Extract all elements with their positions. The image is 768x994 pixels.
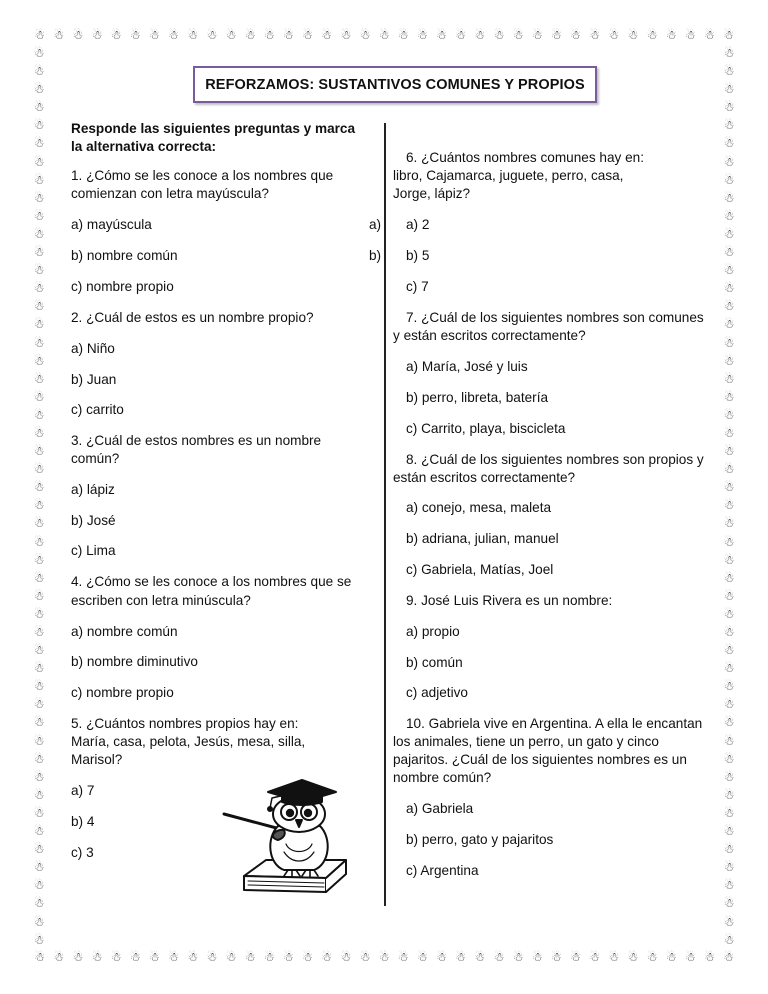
question-text: 4. ¿Cómo se les conoce a los nombres que se	[71, 574, 352, 589]
question-text: 7. ¿Cuál de los siguientes nombres son comunes	[406, 310, 704, 325]
stick-figure-icon: ☃	[225, 950, 237, 964]
stick-figure-icon: ☃	[570, 950, 581, 964]
option-a: a) mayúscula	[71, 217, 152, 232]
stick-figure-icon: ☃	[723, 914, 735, 929]
option-b: b) 5	[406, 248, 430, 263]
stick-figure-icon: ☃	[33, 425, 45, 440]
question-text: escriben con letra minúscula?	[71, 593, 251, 608]
stick-figure-icon: ☃	[531, 950, 543, 964]
stick-figure-icon: ☃	[340, 28, 352, 42]
stick-figure-icon: ☃	[723, 625, 735, 639]
stick-figure-icon: ☃	[589, 28, 601, 42]
stick-figure-icon: ☃	[455, 28, 467, 42]
option-a: a) propio	[406, 624, 460, 639]
stick-figure-icon: ☃	[33, 697, 45, 712]
stick-figure-icon: ☃	[627, 28, 639, 42]
stick-figure-icon: ☃	[33, 281, 45, 296]
stick-figure-icon: ☃	[531, 28, 543, 42]
stick-figure-icon: ☃	[723, 769, 735, 784]
stray-mark-a: a)	[369, 217, 382, 232]
option-b: b) adriana, julian, manuel	[406, 531, 559, 546]
stick-figure-icon: ☃	[493, 28, 505, 42]
stick-figure-icon: ☃	[684, 950, 696, 964]
stick-figure-icon: ☃	[321, 28, 333, 42]
stick-figure-icon: ☃	[723, 588, 735, 603]
stick-figure-icon: ☃	[206, 28, 218, 42]
stick-figure-icon: ☃	[417, 28, 428, 42]
stick-figure-icon: ☃	[723, 824, 735, 839]
stick-figure-icon: ☃	[627, 950, 639, 964]
owl-graduate-icon	[222, 774, 362, 902]
stick-figure-icon: ☃	[33, 534, 45, 549]
stick-figure-icon: ☃	[34, 950, 45, 964]
stick-figure-icon: ☃	[225, 28, 237, 42]
stick-figure-icon: ☃	[53, 950, 65, 964]
stick-figure-icon: ☃	[723, 950, 735, 964]
question-text: 6. ¿Cuántos nombres comunes hay en:	[406, 150, 645, 165]
instructions-line-1: Responde las siguientes preguntas y marca	[71, 121, 356, 136]
option-a: a) Gabriela	[406, 801, 474, 816]
stick-figure-icon: ☃	[723, 64, 735, 79]
stick-figure-icon: ☃	[129, 28, 141, 42]
stick-figure-icon: ☃	[723, 208, 735, 223]
stick-figure-icon: ☃	[723, 28, 735, 42]
stick-figure-icon: ☃	[455, 950, 467, 964]
stick-figure-icon: ☃	[91, 950, 103, 964]
stick-figure-icon: ☃	[723, 751, 735, 766]
stick-figure-icon: ☃	[33, 932, 45, 947]
stick-figure-icon: ☃	[723, 733, 735, 748]
stick-figure-icon: ☃	[608, 28, 620, 42]
stick-figure-icon: ☃	[33, 118, 45, 133]
stick-figure-icon: ☃	[723, 534, 735, 549]
stick-figure-icon: ☃	[33, 842, 45, 857]
stick-figure-icon: ☃	[129, 950, 141, 964]
stick-figure-icon: ☃	[512, 28, 524, 42]
stick-figure-icon: ☃	[378, 950, 390, 964]
question-text: 8. ¿Cuál de los siguientes nombres son propios y	[406, 452, 704, 467]
question-text: 5. ¿Cuántos nombres propios hay en:	[71, 716, 299, 731]
option-b: b) 4	[71, 814, 95, 829]
stick-figure-icon: ☃	[493, 950, 505, 964]
stick-figure-icon: ☃	[723, 100, 735, 115]
stick-figure-icon: ☃	[723, 552, 735, 567]
stick-figure-icon: ☃	[33, 172, 45, 187]
option-a: a) 2	[406, 217, 430, 232]
stick-figure-icon: ☃	[33, 588, 45, 603]
stick-figure-icon: ☃	[33, 82, 45, 97]
option-b: b) José	[71, 513, 116, 528]
stick-figure-icon: ☃	[378, 28, 390, 42]
question-text: nombre común?	[393, 770, 492, 785]
stick-figure-icon: ☃	[91, 28, 103, 42]
stick-figure-icon: ☃	[723, 480, 735, 495]
stick-figure-icon: ☃	[723, 46, 735, 60]
border-right	[720, 44, 738, 948]
stick-figure-icon: ☃	[263, 28, 275, 42]
stick-figure-icon: ☃	[723, 353, 735, 368]
stick-figure-icon: ☃	[723, 371, 735, 386]
question-text: 1. ¿Cómo se les conoce a los nombres que	[71, 168, 334, 183]
stick-figure-icon: ☃	[33, 733, 45, 748]
stick-figure-icon: ☃	[33, 407, 45, 422]
stick-figure-icon: ☃	[723, 860, 735, 875]
stick-figure-icon: ☃	[33, 625, 45, 639]
stick-figure-icon: ☃	[33, 769, 45, 784]
option-b: b) perro, libreta, batería	[406, 390, 549, 405]
stick-figure-icon: ☃	[33, 263, 45, 278]
stick-figure-icon: ☃	[646, 28, 658, 42]
stick-figure-icon: ☃	[110, 28, 122, 42]
stick-figure-icon: ☃	[723, 172, 735, 187]
stick-figure-icon: ☃	[436, 950, 447, 964]
stick-figure-icon: ☃	[723, 570, 735, 585]
stick-figure-icon: ☃	[33, 715, 45, 730]
stick-figure-icon: ☃	[723, 697, 735, 712]
stick-figure-icon: ☃	[665, 950, 677, 964]
stick-figure-icon: ☃	[168, 950, 179, 964]
stick-figure-icon: ☃	[723, 281, 735, 296]
stick-figure-icon: ☃	[723, 389, 735, 404]
stick-figure-icon: ☃	[359, 950, 371, 964]
stick-figure-icon: ☃	[33, 136, 45, 151]
stick-figure-icon: ☃	[283, 950, 294, 964]
stick-figure-icon: ☃	[33, 371, 45, 386]
option-c: c) adjetivo	[406, 685, 468, 700]
stick-figure-icon: ☃	[704, 950, 715, 964]
stick-figure-icon: ☃	[723, 245, 735, 260]
stick-figure-icon: ☃	[608, 950, 620, 964]
option-c: c) Carrito, playa, biscicleta	[406, 421, 566, 436]
question-text: 10. Gabriela vive en Argentina. A ella le encantan	[406, 716, 703, 731]
option-c: c) Gabriela, Matías, Joel	[406, 562, 554, 577]
stick-figure-icon: ☃	[397, 28, 409, 42]
option-a: a) nombre común	[71, 624, 178, 639]
stick-figure-icon: ☃	[340, 950, 352, 964]
stick-figure-icon: ☃	[723, 444, 735, 459]
question-text: los animales, tiene un perro, un gato y cinco	[393, 734, 659, 749]
question-text: Jorge, lápiz?	[393, 186, 471, 201]
stick-figure-icon: ☃	[417, 950, 428, 964]
stick-figure-icon: ☃	[33, 896, 45, 911]
stick-figure-icon: ☃	[33, 190, 45, 205]
stick-figure-icon: ☃	[723, 136, 735, 151]
stick-figure-icon: ☃	[283, 28, 294, 42]
question-text: y están escritos correctamente?	[393, 328, 586, 343]
stick-figure-icon: ☃	[168, 28, 179, 42]
stick-figure-icon: ☃	[723, 679, 735, 694]
option-c: c) 7	[406, 279, 429, 294]
stick-figure-icon: ☃	[723, 498, 735, 513]
question-text: 9. José Luis Rivera es un nombre:	[406, 593, 613, 608]
question-text: 2. ¿Cuál de estos es un nombre propio?	[71, 310, 314, 325]
stick-figure-icon: ☃	[187, 950, 199, 964]
stick-figure-icon: ☃	[206, 950, 218, 964]
stick-figure-icon: ☃	[646, 950, 658, 964]
stick-figure-icon: ☃	[359, 28, 371, 42]
stick-figure-icon: ☃	[33, 606, 45, 621]
stick-figure-icon: ☃	[33, 64, 45, 79]
stick-figure-icon: ☃	[723, 82, 735, 97]
stick-figure-icon: ☃	[723, 787, 735, 802]
stick-figure-icon: ☃	[33, 824, 45, 839]
stick-figure-icon: ☃	[33, 643, 45, 658]
option-a: a) María, José y luis	[406, 359, 528, 374]
column-divider	[384, 123, 386, 906]
stick-figure-icon: ☃	[110, 950, 122, 964]
stick-figure-icon: ☃	[684, 28, 696, 42]
stick-figure-icon: ☃	[149, 950, 160, 964]
stick-figure-icon: ☃	[33, 516, 45, 531]
stick-figure-icon: ☃	[302, 28, 313, 42]
stick-figure-icon: ☃	[33, 245, 45, 260]
option-b: b) nombre común	[71, 248, 178, 263]
stick-figure-icon: ☃	[33, 914, 45, 929]
stick-figure-icon: ☃	[321, 950, 333, 964]
stick-figure-icon: ☃	[723, 516, 735, 531]
stick-figure-icon: ☃	[33, 335, 45, 350]
option-a: a) Niño	[71, 341, 115, 356]
stick-figure-icon: ☃	[723, 932, 735, 947]
stick-figure-icon: ☃	[723, 317, 735, 332]
stick-figure-icon: ☃	[723, 878, 735, 893]
stick-figure-icon: ☃	[474, 950, 486, 964]
stick-figure-icon: ☃	[723, 462, 735, 477]
stick-figure-icon: ☃	[33, 805, 45, 820]
question-text: común?	[71, 451, 120, 466]
stick-figure-icon: ☃	[33, 208, 45, 223]
question-text: están escritos correctamente?	[393, 470, 576, 485]
stick-figure-icon: ☃	[723, 715, 735, 730]
stick-figure-icon: ☃	[33, 498, 45, 513]
option-b: b) Juan	[71, 372, 117, 387]
option-a: a) conejo, mesa, maleta	[406, 500, 552, 515]
question-text: María, casa, pelota, Jesús, mesa, silla,	[71, 734, 306, 749]
stick-figure-icon: ☃	[723, 118, 735, 133]
question-text: Marisol?	[71, 752, 123, 767]
stick-figure-icon: ☃	[33, 299, 45, 314]
stick-figure-icon: ☃	[550, 28, 562, 42]
stick-figure-icon: ☃	[723, 896, 735, 911]
border-top	[30, 26, 738, 44]
stick-figure-icon: ☃	[33, 661, 45, 676]
stick-figure-icon: ☃	[72, 950, 84, 964]
stick-figure-icon: ☃	[244, 950, 256, 964]
stick-figure-icon: ☃	[665, 28, 677, 42]
stick-figure-icon: ☃	[33, 462, 45, 477]
stick-figure-icon: ☃	[72, 28, 84, 42]
question-text: comienzan con letra mayúscula?	[71, 186, 269, 201]
stick-figure-icon: ☃	[723, 661, 735, 676]
option-b: b) común	[406, 655, 463, 670]
option-b: b) nombre diminutivo	[71, 654, 198, 669]
border-bottom	[30, 948, 738, 966]
stick-figure-icon: ☃	[33, 552, 45, 567]
stick-figure-icon: ☃	[33, 787, 45, 802]
stick-figure-icon: ☃	[187, 28, 199, 42]
stick-figure-icon: ☃	[244, 28, 256, 42]
stick-figure-icon: ☃	[723, 154, 735, 169]
stick-figure-icon: ☃	[263, 950, 275, 964]
option-c: c) carrito	[71, 402, 124, 417]
stick-figure-icon: ☃	[723, 842, 735, 857]
stick-figure-icon: ☃	[512, 950, 524, 964]
stick-figure-icon: ☃	[723, 299, 735, 314]
stick-figure-icon: ☃	[33, 444, 45, 459]
stick-figure-icon: ☃	[723, 407, 735, 422]
question-text: libro, Cajamarca, juguete, perro, casa,	[393, 168, 624, 183]
instructions-line-2: la alternativa correcta:	[71, 139, 217, 154]
option-c: c) nombre propio	[71, 279, 174, 294]
stick-figure-icon: ☃	[723, 226, 735, 241]
stick-figure-icon: ☃	[723, 805, 735, 820]
stick-figure-icon: ☃	[53, 28, 65, 42]
stick-figure-icon: ☃	[723, 335, 735, 350]
option-c: c) nombre propio	[71, 685, 174, 700]
stick-figure-icon: ☃	[723, 643, 735, 658]
stick-figure-icon: ☃	[33, 679, 45, 694]
option-a: a) 7	[71, 783, 95, 798]
stick-figure-icon: ☃	[33, 860, 45, 875]
stick-figure-icon: ☃	[723, 190, 735, 205]
stick-figure-icon: ☃	[33, 154, 45, 169]
stray-mark-b: b)	[369, 248, 382, 263]
stick-figure-icon: ☃	[436, 28, 447, 42]
option-c: c) 3	[71, 845, 94, 860]
option-a: a) lápiz	[71, 482, 115, 497]
stick-figure-icon: ☃	[589, 950, 601, 964]
stick-figure-icon: ☃	[149, 28, 160, 42]
stick-figure-icon: ☃	[723, 263, 735, 278]
stick-figure-icon: ☃	[570, 28, 581, 42]
stick-figure-icon: ☃	[33, 878, 45, 893]
stick-figure-icon: ☃	[723, 425, 735, 440]
stick-figure-icon: ☃	[474, 28, 486, 42]
border-left	[30, 44, 48, 948]
stick-figure-icon: ☃	[397, 950, 409, 964]
stick-figure-icon: ☃	[33, 570, 45, 585]
stick-figure-icon: ☃	[550, 950, 562, 964]
question-text: pajaritos. ¿Cuál de los siguientes nombres es un	[393, 752, 687, 767]
option-c: c) Argentina	[406, 863, 479, 878]
stick-figure-icon: ☃	[302, 950, 313, 964]
stick-figure-icon: ☃	[33, 353, 45, 368]
stick-figure-icon: ☃	[33, 226, 45, 241]
stick-figure-icon: ☃	[33, 480, 45, 495]
stick-figure-icon: ☃	[723, 606, 735, 621]
stick-figure-icon: ☃	[33, 389, 45, 404]
stick-figure-icon: ☃	[33, 100, 45, 115]
page-title: REFORZAMOS: SUSTANTIVOS COMUNES Y PROPIOS	[193, 66, 597, 103]
option-b: b) perro, gato y pajaritos	[406, 832, 554, 847]
question-text: 3. ¿Cuál de estos nombres es un nombre	[71, 433, 322, 448]
stick-figure-icon: ☃	[34, 28, 45, 42]
stick-figure-icon: ☃	[33, 46, 45, 60]
stick-figure-icon: ☃	[33, 317, 45, 332]
stick-figure-icon: ☃	[704, 28, 715, 42]
stick-figure-icon: ☃	[33, 751, 45, 766]
option-c: c) Lima	[71, 543, 116, 558]
